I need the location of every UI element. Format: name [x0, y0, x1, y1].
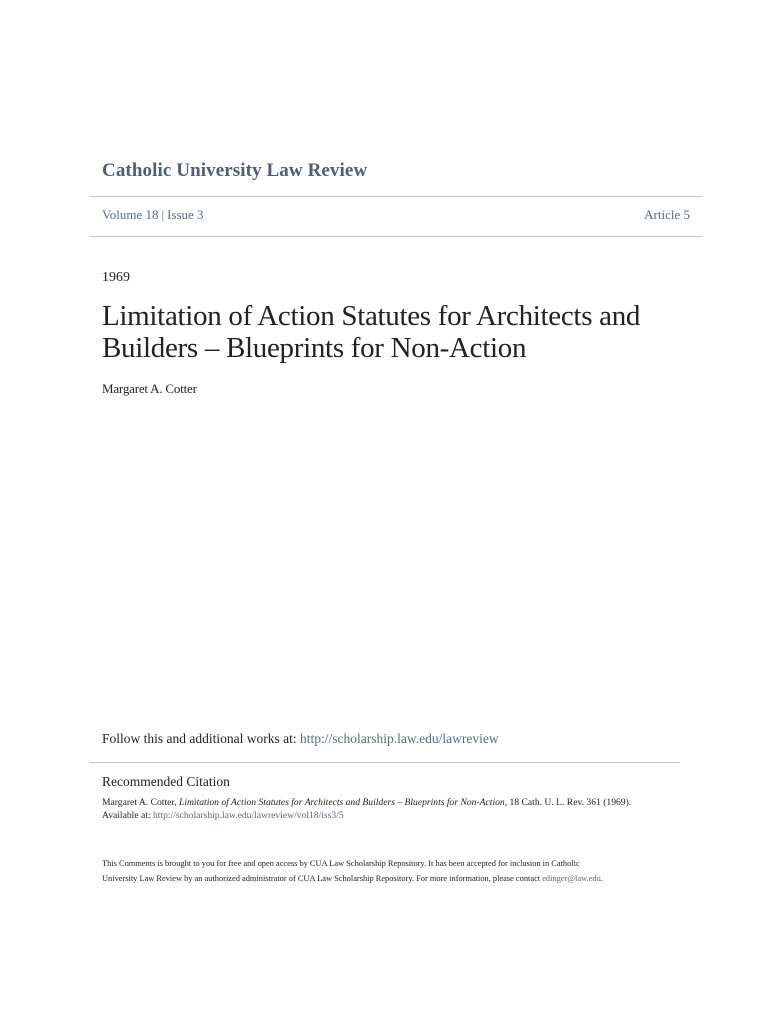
notice-text: University Law Review by an authorized administrator of CUA Law Scholarship Repository. For more information, please contact	[102, 874, 543, 883]
journal-title: Catholic University Law Review	[102, 160, 368, 181]
available-label: Available at:	[102, 810, 153, 821]
contact-email-link[interactable]: edinger@law.edu	[542, 874, 601, 883]
notice-period: .	[600, 874, 603, 883]
article-number[interactable]: Article 5	[644, 207, 690, 222]
notice-line-1: This Comments is brought to you for free and open access by CUA Law Scholarship Repository. It has been accepted for inclusion in Catholic	[102, 859, 580, 868]
recommended-citation-heading: Recommended Citation	[102, 774, 230, 789]
bottom-rule	[90, 762, 680, 763]
available-at-line	[102, 809, 702, 822]
publication-year: 1969	[102, 270, 130, 285]
article-title	[102, 300, 662, 364]
repository-notice	[102, 856, 702, 886]
available-link[interactable]: http://scholarship.law.edu/lawreview/vol18/iss3/5	[152, 810, 344, 821]
citation-title: Limitation of Action Statutes for Architects and Builders – Blueprints for Non-Action	[178, 797, 505, 808]
citation-line	[102, 796, 702, 809]
volume-link[interactable]: Volume 18	[102, 207, 159, 222]
notice-line-2	[102, 871, 702, 886]
follow-label: Follow this and additional works at:	[102, 731, 300, 746]
issue-link[interactable]: Issue 3	[167, 207, 204, 222]
top-rule	[90, 196, 702, 197]
volume-issue-separator: |	[161, 207, 165, 222]
recommended-citation-body	[102, 796, 702, 822]
article-title-line-2: Builders – Blueprints for Non-Action	[102, 332, 527, 364]
author-name[interactable]: Margaret A. Cotter	[102, 381, 197, 396]
follow-line	[102, 731, 499, 747]
citation-suffix: , 18 Cath. U. L. Rev. 361 (1969).	[504, 797, 632, 808]
citation-author: Margaret A. Cotter,	[102, 797, 179, 808]
middle-rule	[90, 236, 702, 237]
volume-issue	[102, 207, 204, 223]
follow-link[interactable]: http://scholarship.law.edu/lawreview	[300, 731, 499, 746]
article-title-line-1: Limitation of Action Statutes for Architects and	[102, 300, 641, 332]
